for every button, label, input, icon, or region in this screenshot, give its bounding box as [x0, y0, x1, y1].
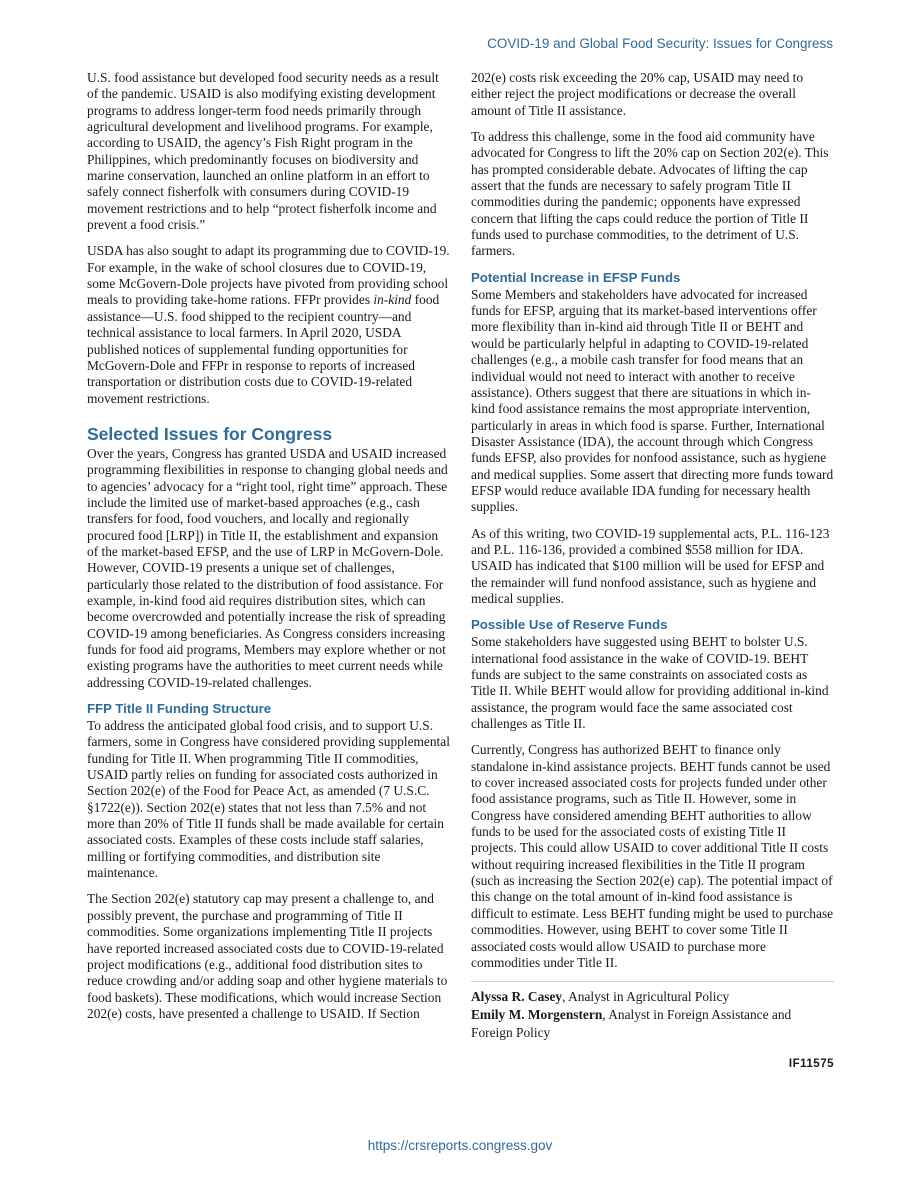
paragraph: USDA has also sought to adapt its programming due to COVID-19. For example, in the wake of school closures due to COVID-19, some McGovern-Dole projects have pivoted from providing school meals to providing take-home rations. FFPr provides in-kind food assistance—U.S. food shipped to the recipient country—and technical assistance to local farmers. In April 2020, USDA published notices of supplemental funding opportunities for McGovern-Dole and FFPr in response to reports of increased transportation or distribution costs due to COVID-19-related movement restrictions.: [87, 243, 450, 406]
paragraph: 202(e) costs risk exceeding the 20% cap, USAID may need to either reject the project modifications or decrease the overall amount of Title II assistance.: [471, 70, 804, 118]
paragraph: Over the years, Congress has granted USDA and USAID increased programming flexibilities in response to changing global needs and to agencies’ advocacy for a “right tool, right time” approach. These include the limited use of market-based approaches (e.g., cash transfers for food, food vouchers, and locally and regionally procured food [LRP]) in Title II, the establishment and expansion of the market-based EFSP, and the use of LRP in McGovern-Dole. However, COVID-19 presents a unique set of challenges, particularly those related to the distribution of food assistance. For example, in-kind food aid requires distribution sites, which can become overcrowded and potentially increase the risk of spreading COVID-19 among beneficiaries. As Congress considers increasing funds for food aid programs, Members may explore whether or not existing programs have the authorities to meet current needs while addressing COVID-19-related challenges.: [87, 445, 448, 690]
running-header: COVID-19 and Global Food Security: Issues for Congress: [487, 36, 833, 51]
subheading: FFP Title II Funding Structure: [87, 701, 272, 717]
author-name: Alyssa R. Casey: [471, 989, 563, 1005]
author-line: [471, 988, 834, 1006]
author-role: , Analyst in Foreign Assistance and Foreign Policy: [471, 1007, 792, 1041]
paragraph: To address the anticipated global food crisis, and to support U.S. farmers, some in Congress have considered providing supplemental funding for Title II. When programming Title II commodities, USAID partly relies on funding for associated costs authorized in Section 202(e) of the Food for Peace Act, as amended (7 U.S.C. §1722(e)). Section 202(e) states that not less than 7.5% and not more than 20% of Title II funds shall be made available for certain associated costs. Examples of these costs include staff salaries, milling or fortifying commodities, and distribution site maintenance.: [87, 718, 450, 881]
author-block: [471, 981, 834, 1042]
paragraph: U.S. food assistance but developed food security needs as a result of the pandemic. USAID is also modifying existing development programs to address longer-term food needs primarily through agricultural development and livelihood programs. For example, according to USAID, the agency’s Fish Right program in the Philippines, which predominantly focuses on biodiversity and marine conservation, launched an online platform in an effort to safely connect fisherfolk with consumers during COVID-19 movement restrictions and to help “protect fisherfolk income and prevent a food crisis.”: [87, 70, 439, 233]
paragraph: The Section 202(e) statutory cap may present a challenge to, and possibly prevent, the purchase and programming of Title II commodities. Some organizations implementing Title II projects have reported increased associated costs due to COVID-19-related project modifications (e.g., additional food distribution sites to reduce crowding and/or adding soap and other hygiene materials to food baskets). These modifications, which would increase Section 202(e) costs, have presented a challenge to USAID. If Section: [87, 891, 448, 1021]
paragraph: Some Members and stakeholders have advocated for increased funds for EFSP, arguing that its market-based interventions offer more flexibility than in-kind aid through Title II or BEHT and would be particularly helpful in adapting to COVID-19-related challenges (e.g., a mobile cash transfer for food means that an individual would not need to interact with another to receive assistance). Others suggest that there are situations in which in-kind food assistance remains the most appropriate intervention, particularly in areas in which food is sparse. Further, International Disaster Assistance (IDA), the account through which Congress funds EFSP, also provides for nonfood assistance, such as hygiene and medical supplies. Some assert that directing more funds toward EFSP would reduce available IDA funding for necessary health supplies.: [471, 286, 834, 515]
left-column: [87, 70, 450, 1032]
section-heading: Selected Issues for Congress: [87, 423, 333, 444]
document-id: IF11575: [788, 1058, 834, 1071]
right-column: [471, 70, 834, 1073]
emphasis: in-kind: [373, 292, 412, 308]
paragraph: As of this writing, two COVID-19 supplemental acts, P.L. 116-123 and P.L. 116-136, provided a combined $558 million for IDA. USAID has indicated that $100 million will be used for EFSP and the remainder will fund nonfood assistance, such as hygiene and medical supplies.: [471, 525, 830, 606]
subheading: Possible Use of Reserve Funds: [471, 617, 668, 633]
paragraph: Some stakeholders have suggested using BEHT to bolster U.S. international food assistance in the wake of COVID-19. BEHT funds are subject to the same constraints on associated costs as Title II. While BEHT would allow for providing additional in-kind assistance, the program would face the same associated cost challenges as Title II.: [471, 634, 829, 732]
author-line: [471, 1006, 834, 1042]
paragraph: Currently, Congress has authorized BEHT to finance only standalone in-kind assistance projects. BEHT funds cannot be used to cover increased associated costs for projects funded under other food assistance programs, such as Title II. However, some in Congress have considered amending BEHT authorities to allow funds to be used for the associated costs of existing Title II projects. This could allow USAID to cover additional Title II costs without requiring increased flexibilities in the Title II program (such as increasing the Section 202(e) cap). The potential impact of this change on the total amount of in-kind food assistance is difficult to estimate. Less BEHT funding might be used to purchase commodities. However, using BEHT to cover some Title II associated costs would allow USAID to purchase more commodities under Title II.: [471, 742, 834, 970]
author-name: Emily M. Morgenstern: [471, 1007, 603, 1023]
subheading: Potential Increase in EFSP Funds: [471, 269, 681, 285]
footer-link[interactable]: https://crsreports.congress.gov: [367, 1138, 553, 1153]
author-role: , Analyst in Agricultural Policy: [562, 989, 730, 1005]
paragraph: To address this challenge, some in the food aid community have advocated for Congress to lift the 20% cap on Section 202(e). This has prompted considerable debate. Advocates of lifting the cap assert that the funds are necessary to safely program Title II commodities during the pandemic; opponents have expressed concern that lifting the caps could reduce the portion of Title II funds used to purchase commodities, to the detriment of U.S. farmers.: [471, 129, 829, 259]
